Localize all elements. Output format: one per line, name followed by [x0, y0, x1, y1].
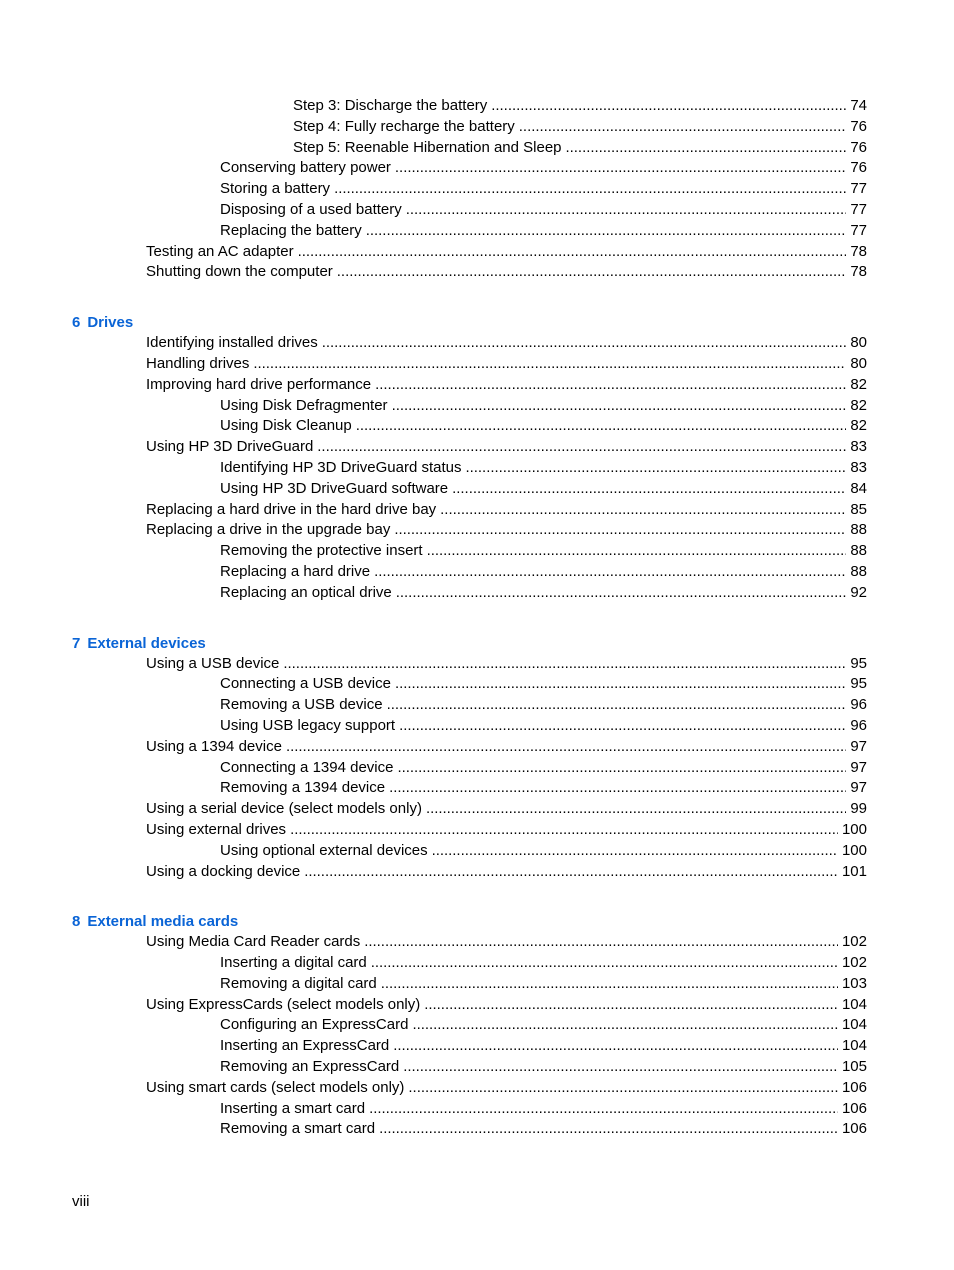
- toc-entry-page: 95: [850, 654, 867, 672]
- toc-entry-row: [220, 416, 867, 437]
- dot-leader: [395, 158, 846, 179]
- toc-entry-title: Configuring an ExpressCard: [220, 1016, 409, 1034]
- toc-entry-row: [146, 1078, 867, 1099]
- toc-entry-row: [146, 520, 867, 541]
- toc-entry-title: Removing a 1394 device: [220, 779, 386, 797]
- dot-leader: [371, 953, 838, 974]
- toc-entry[interactable]: [146, 354, 954, 375]
- toc-entry-row: [220, 200, 867, 221]
- dot-leader: [253, 354, 846, 375]
- toc-entry-row: [293, 96, 867, 117]
- toc-entry[interactable]: [146, 520, 954, 541]
- toc-entry-title: Replacing a drive in the upgrade bay: [146, 521, 391, 539]
- toc-entry-page: 83: [850, 438, 867, 456]
- toc-entry-page: 82: [850, 396, 867, 414]
- dot-leader: [389, 778, 846, 799]
- toc-entry-title: Removing a digital card: [220, 974, 377, 992]
- toc-entry-row: [220, 758, 867, 779]
- dot-leader: [369, 1099, 838, 1120]
- toc-entry-row: [220, 1015, 867, 1036]
- toc-entry-row: [220, 716, 867, 737]
- toc-entry-title: Replacing an optical drive: [220, 583, 392, 601]
- toc-entry-page: 104: [841, 1016, 867, 1034]
- toc-entry-title: Step 3: Discharge the battery: [293, 97, 488, 114]
- dot-leader: [452, 479, 846, 500]
- toc-entry-title: Disposing of a used battery: [220, 200, 402, 218]
- toc-entry-title: Step 4: Fully recharge the battery: [293, 117, 515, 135]
- toc-entry[interactable]: [220, 396, 954, 417]
- chapter-title: Drives: [87, 314, 134, 332]
- toc-entry-page: 105: [841, 1058, 867, 1076]
- toc-entry-title: Using external drives: [146, 820, 287, 838]
- toc-entry-row: [220, 179, 867, 200]
- dot-leader: [334, 179, 846, 200]
- toc-entry[interactable]: [220, 1057, 954, 1078]
- toc-entry-page: 104: [841, 1037, 867, 1055]
- dot-leader: [375, 375, 846, 396]
- dot-leader: [426, 799, 846, 820]
- page-number: viii: [72, 1193, 90, 1210]
- toc-entry-page: 95: [850, 675, 867, 693]
- toc-entry-title: Removing a USB device: [220, 696, 383, 714]
- toc-entry[interactable]: [220, 158, 954, 179]
- toc-entry-page: 80: [850, 354, 867, 372]
- toc-entry-title: Removing the protective insert: [220, 542, 423, 560]
- toc-entry-title: Identifying installed drives: [146, 334, 318, 352]
- dot-leader: [466, 458, 847, 479]
- chapter-heading[interactable]: [72, 911, 954, 932]
- toc-entry-page: 76: [850, 138, 867, 156]
- dot-leader: [322, 333, 847, 354]
- toc-entry-row: [220, 1036, 867, 1057]
- chapter-number: 7: [72, 634, 81, 652]
- toc-entry-row: [220, 695, 867, 716]
- toc-entry-row: [146, 333, 867, 354]
- toc-entry-title: Removing an ExpressCard: [220, 1058, 400, 1076]
- toc-entry[interactable]: [220, 758, 954, 779]
- toc-entry-row: [220, 1099, 867, 1120]
- dot-leader: [283, 654, 846, 675]
- dot-leader: [379, 1119, 838, 1140]
- toc-entry-title: Shutting down the computer: [146, 263, 333, 281]
- toc-entry-page: 77: [850, 221, 867, 239]
- dot-leader: [364, 932, 838, 953]
- toc-entry-title: Using a docking device: [146, 862, 301, 880]
- toc-entry-row: [146, 242, 867, 263]
- toc-entry-title: Handling drives: [146, 354, 250, 372]
- toc-entry[interactable]: [220, 841, 954, 862]
- toc-entry-title: Conserving battery power: [220, 159, 391, 177]
- toc-entry[interactable]: [220, 1119, 954, 1140]
- toc-entry-page: 102: [841, 954, 867, 972]
- dot-leader: [387, 695, 847, 716]
- toc-entry-row: [220, 1119, 867, 1140]
- chapter-title: External media cards: [87, 913, 239, 931]
- dot-leader: [304, 862, 838, 883]
- toc-entry-page: 104: [841, 995, 867, 1013]
- toc-entry-page: 96: [850, 696, 867, 714]
- toc-entry-page: 96: [850, 716, 867, 734]
- toc-entry-title: Connecting a 1394 device: [220, 758, 394, 776]
- dot-leader: [366, 221, 847, 242]
- toc-entry-page: 101: [841, 862, 867, 880]
- toc-entry-page: 88: [850, 542, 867, 560]
- toc-entry-row: [220, 541, 867, 562]
- chapter-number: 6: [72, 314, 81, 332]
- dot-leader: [412, 1015, 838, 1036]
- toc-entry-page: 100: [841, 841, 867, 859]
- chapter-section: [0, 633, 954, 883]
- toc-entry-page: 92: [850, 583, 867, 601]
- toc-entry-row: [293, 117, 867, 138]
- toc-entry-page: 78: [850, 242, 867, 260]
- toc-entry-row: [220, 458, 867, 479]
- toc-entry[interactable]: [220, 541, 954, 562]
- toc-entry[interactable]: [146, 995, 954, 1016]
- toc-entry-title: Testing an AC adapter: [146, 242, 294, 260]
- toc-entry-page: 106: [841, 1078, 867, 1096]
- toc-entry-title: Replacing a hard drive: [220, 562, 371, 580]
- toc-entry-row: [220, 674, 867, 695]
- dot-leader: [406, 200, 847, 221]
- toc-entry-title: Using Media Card Reader cards: [146, 933, 361, 951]
- toc-entry-row: [220, 841, 867, 862]
- toc-entry-page: 88: [850, 562, 867, 580]
- toc-entry-title: Using ExpressCards (select models only): [146, 995, 421, 1013]
- dot-leader: [290, 820, 838, 841]
- toc-entry-row: [220, 221, 867, 242]
- toc-entry-row: [220, 562, 867, 583]
- dot-leader: [356, 416, 847, 437]
- dot-leader: [427, 541, 847, 562]
- toc-entry-title: Replacing a hard drive in the hard drive bay: [146, 500, 437, 518]
- dot-leader: [317, 437, 846, 458]
- toc-entry[interactable]: [146, 242, 954, 263]
- toc-entry-title: Removing a smart card: [220, 1120, 376, 1138]
- toc-entry[interactable]: [220, 778, 954, 799]
- toc-entry[interactable]: [220, 562, 954, 583]
- toc-entry[interactable]: [146, 1078, 954, 1099]
- toc-entry[interactable]: [220, 1036, 954, 1057]
- toc-entry-page: 85: [850, 500, 867, 518]
- toc-entry-page: 106: [841, 1120, 867, 1138]
- toc-entry[interactable]: [220, 200, 954, 221]
- dot-leader: [393, 1036, 838, 1057]
- toc-entry[interactable]: [220, 1015, 954, 1036]
- dot-leader: [397, 758, 846, 779]
- toc-entry-row: [220, 953, 867, 974]
- toc-entry-page: 97: [850, 758, 867, 776]
- dot-leader: [381, 974, 838, 995]
- toc-entry-page: 77: [850, 200, 867, 218]
- toc-entry-row: [220, 778, 867, 799]
- dot-leader: [491, 96, 846, 117]
- toc-entry-row: [220, 479, 867, 500]
- toc-entry-title: Using HP 3D DriveGuard software: [220, 479, 449, 497]
- toc-entry-row: [146, 500, 867, 521]
- dot-leader: [337, 262, 847, 283]
- toc-entry-row: [220, 158, 867, 179]
- toc-entry-title: Using optional external devices: [220, 841, 428, 859]
- toc-entry-title: Replacing the battery: [220, 221, 362, 239]
- toc-entry-row: [220, 1057, 867, 1078]
- toc-entry-page: 102: [841, 933, 867, 951]
- toc-entry-title: Using HP 3D DriveGuard: [146, 438, 314, 456]
- toc-entry-page: 74: [850, 97, 867, 114]
- toc-entry[interactable]: [146, 654, 954, 675]
- toc-entry[interactable]: [146, 262, 954, 283]
- dot-leader: [403, 1057, 838, 1078]
- toc-entry-title: Inserting an ExpressCard: [220, 1037, 390, 1055]
- toc-entry-row: [146, 437, 867, 458]
- toc-entry-row: [146, 862, 867, 883]
- toc-entry-title: Inserting a smart card: [220, 1099, 366, 1117]
- toc-entry-title: Step 5: Reenable Hibernation and Sleep: [293, 138, 562, 156]
- toc-entry[interactable]: [220, 974, 954, 995]
- toc-entry[interactable]: [293, 96, 954, 117]
- dot-leader: [286, 737, 846, 758]
- toc-entry-page: 99: [850, 800, 867, 818]
- toc-entry[interactable]: [220, 1099, 954, 1120]
- toc-entry-row: [220, 396, 867, 417]
- toc-entry-page: 78: [850, 263, 867, 281]
- toc-entry[interactable]: [146, 932, 954, 953]
- toc-entry[interactable]: [220, 953, 954, 974]
- dot-leader: [440, 500, 846, 521]
- toc-entry[interactable]: [146, 799, 954, 820]
- toc-entry-title: Connecting a USB device: [220, 675, 391, 693]
- toc-entry-row: [146, 375, 867, 396]
- toc-entry-title: Using a 1394 device: [146, 737, 282, 755]
- dot-leader: [396, 583, 847, 604]
- dot-leader: [394, 520, 846, 541]
- toc-entry-page: 103: [841, 974, 867, 992]
- toc-entry-title: Identifying HP 3D DriveGuard status: [220, 458, 462, 476]
- toc-entry-page: 76: [850, 159, 867, 177]
- toc-entry-page: 77: [850, 180, 867, 198]
- toc-entry[interactable]: [220, 716, 954, 737]
- toc-entry-page: 83: [850, 458, 867, 476]
- toc-entry[interactable]: [146, 500, 954, 521]
- toc-entry-row: [146, 820, 867, 841]
- toc-entry[interactable]: [146, 333, 954, 354]
- toc-entry[interactable]: [220, 583, 954, 604]
- toc-entry-page: 106: [841, 1099, 867, 1117]
- toc-continued-section: [0, 96, 954, 283]
- toc-entry-page: 76: [850, 117, 867, 135]
- toc-entry[interactable]: [220, 674, 954, 695]
- toc-entry[interactable]: [220, 416, 954, 437]
- toc-entry-row: [146, 995, 867, 1016]
- chapter-section: [0, 911, 954, 1140]
- toc-entry-row: [293, 138, 867, 159]
- toc-entry[interactable]: [220, 458, 954, 479]
- toc-entry[interactable]: [220, 479, 954, 500]
- dot-leader: [395, 674, 846, 695]
- toc-entry-title: Improving hard drive performance: [146, 375, 372, 393]
- toc-entry-row: [220, 583, 867, 604]
- toc-entry[interactable]: [220, 179, 954, 200]
- toc-entry[interactable]: [293, 117, 954, 138]
- toc-entry-title: Using USB legacy support: [220, 716, 396, 734]
- dot-leader: [392, 396, 847, 417]
- toc-entry-title: Using a USB device: [146, 654, 280, 672]
- dot-leader: [519, 117, 847, 138]
- toc-entry-title: Using Disk Cleanup: [220, 417, 352, 435]
- chapter-heading[interactable]: [72, 633, 954, 654]
- toc-entry-row: [146, 354, 867, 375]
- toc-entry-page: 80: [850, 334, 867, 352]
- toc-entry-page: 88: [850, 521, 867, 539]
- toc-entry-title: Inserting a digital card: [220, 954, 367, 972]
- toc-entry[interactable]: [146, 437, 954, 458]
- dot-leader: [298, 242, 847, 263]
- toc-entry-page: 84: [850, 479, 867, 497]
- chapter-section: [0, 312, 954, 603]
- dot-leader: [566, 138, 847, 159]
- toc-entry-title: Using smart cards (select models only): [146, 1078, 405, 1096]
- chapter-heading[interactable]: [72, 312, 954, 333]
- toc-entry-title: Using a serial device (select models only): [146, 800, 422, 818]
- toc-entry-row: [146, 799, 867, 820]
- toc-chapters: [0, 312, 954, 1140]
- toc-entry[interactable]: [146, 820, 954, 841]
- toc-entry-page: 97: [850, 737, 867, 755]
- toc-entry-row: [146, 932, 867, 953]
- dot-leader: [424, 995, 838, 1016]
- chapter-title: External devices: [87, 634, 206, 652]
- toc-entry-page: 97: [850, 779, 867, 797]
- toc-entry-row: [146, 654, 867, 675]
- toc-entry-row: [146, 262, 867, 283]
- toc-entry-title: Storing a battery: [220, 180, 331, 198]
- toc-entry[interactable]: [146, 862, 954, 883]
- toc-entry[interactable]: [293, 138, 954, 159]
- toc-entry-page: 82: [850, 417, 867, 435]
- toc-entry[interactable]: [146, 375, 954, 396]
- toc-entry-row: [220, 974, 867, 995]
- dot-leader: [432, 841, 838, 862]
- dot-leader: [374, 562, 846, 583]
- dot-leader: [399, 716, 846, 737]
- dot-leader: [408, 1078, 838, 1099]
- toc-entry[interactable]: [146, 737, 954, 758]
- table-of-contents: [0, 96, 954, 1140]
- toc-entry-row: [146, 737, 867, 758]
- toc-entry-page: 82: [850, 375, 867, 393]
- chapter-number: 8: [72, 913, 81, 931]
- toc-entry[interactable]: [220, 221, 954, 242]
- toc-entry-page: 100: [841, 820, 867, 838]
- toc-entry-title: Using Disk Defragmenter: [220, 396, 388, 414]
- toc-entry[interactable]: [220, 695, 954, 716]
